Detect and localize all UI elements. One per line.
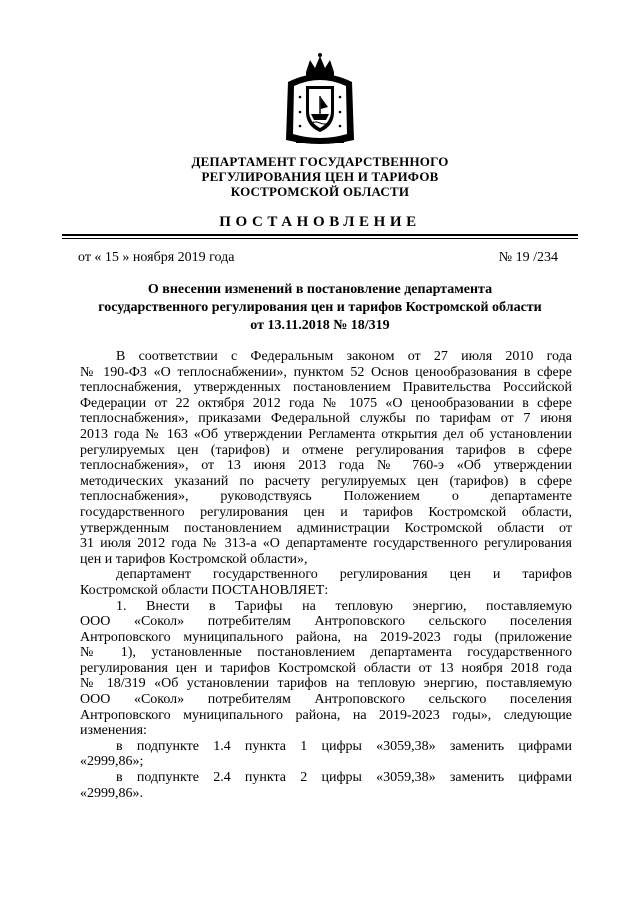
body-line: 1. Внести в Тарифы на тепловую энергию, поставляемую [116, 598, 572, 614]
subject-line-3: от 13.11.2018 № 18/319 [250, 318, 390, 333]
body-line: Федерации от 22 октября 2012 года № 1075 «О ценообразовании в сфере [80, 395, 572, 411]
body-line: методических указаний по расчету регулируемых цен (тарифов) в сфере [80, 473, 572, 489]
body-line: Костромской области ПОСТАНОВЛЯЕТ: [80, 582, 329, 598]
body-line: регулирования цен и тарифов Костромской области от 13 ноября 2018 года [80, 660, 572, 676]
department-name-line-1: ДЕПАРТАМЕНТ ГОСУДАРСТВЕННОГО [191, 154, 449, 169]
document-number: № 19 /234 [498, 250, 558, 265]
body-line: Антроповского муниципального района, на 2019-2023 годы», следующие [80, 707, 572, 723]
body-line: № 18/319 «Об установлении тарифов на тепловую энергию, поставляемую [80, 676, 572, 692]
body-line: ООО «Сокол» потребителям Антроповского сельского поселения [80, 692, 572, 708]
subject-line-1: О внесении изменений в постановление департамента [147, 282, 493, 297]
body-line: изменения: [80, 723, 147, 739]
body-line: 31 июля 2012 года № 313-а «О департаменте государственного регулирования [80, 536, 572, 552]
body-line: департамент государственного регулирования цен и тарифов [116, 567, 572, 583]
body-line: 2013 года № 163 «Об утверждении Регламента открытия дел об установлении [80, 426, 572, 442]
body-line: теплоснабжения», руководствуясь Положением о департаменте [80, 489, 572, 505]
body-line: теплоснабжения, утвержденных постановлением Правительства Российской [80, 380, 572, 396]
department-name-line-2: РЕГУЛИРОВАНИЯ ЦЕН И ТАРИФОВ [201, 169, 439, 184]
body-line: № 190-ФЗ «О теплоснабжении», пунктом 52 Основ ценообразования в сфере [80, 364, 572, 380]
body-line: в подпункте 2.4 пункта 2 цифры «3059,38» заменить цифрами [116, 770, 572, 786]
header-rule-thin [62, 238, 578, 239]
body-line: теплоснабжения», от 13 июня 2013 года № 760-э «Об утверждении [80, 458, 572, 474]
department-name-line-3: КОСТРОМСКОЙ ОБЛАСТИ [230, 184, 410, 199]
body-line: регулируемых цен (тарифов) и отмене регулирования тарифов в сфере [80, 442, 572, 458]
body-line: «2999,86»; [80, 754, 144, 770]
body-line: В соответствии с Федеральным законом от 27 июля 2010 года [116, 349, 572, 364]
body-line: утвержденным постановлением администрации Костромской области от [80, 520, 572, 536]
coat-of-arms-icon [280, 52, 360, 148]
body-line: ООО «Сокол» потребителям Антроповского сельского поселения [80, 614, 572, 630]
body-line: № 1), установленные постановлением департамента государственного [80, 645, 572, 661]
body-line: цен и тарифов Костромской области», [80, 551, 308, 567]
document-type-title: ПОСТАНОВЛЕНИЕ [219, 214, 421, 230]
body-line: государственного регулирования цен и тарифов Костромской области, [80, 504, 572, 520]
body-line: Антроповского муниципального района, на 2019-2023 годы (приложение [80, 629, 572, 645]
header-rule-thick [62, 234, 578, 236]
subject-line-2: государственного регулирования цен и тарифов Костромской области [98, 300, 542, 315]
body-line: «2999,86». [80, 785, 143, 801]
document-date: от « 15 » ноября 2019 года [78, 250, 235, 265]
body-text [80, 349, 572, 801]
body-line: в подпункте 1.4 пункта 1 цифры «3059,38» заменить цифрами [116, 738, 572, 754]
body-line: теплоснабжения», приказами Федеральной службы по тарифам от 7 июня [80, 411, 572, 427]
